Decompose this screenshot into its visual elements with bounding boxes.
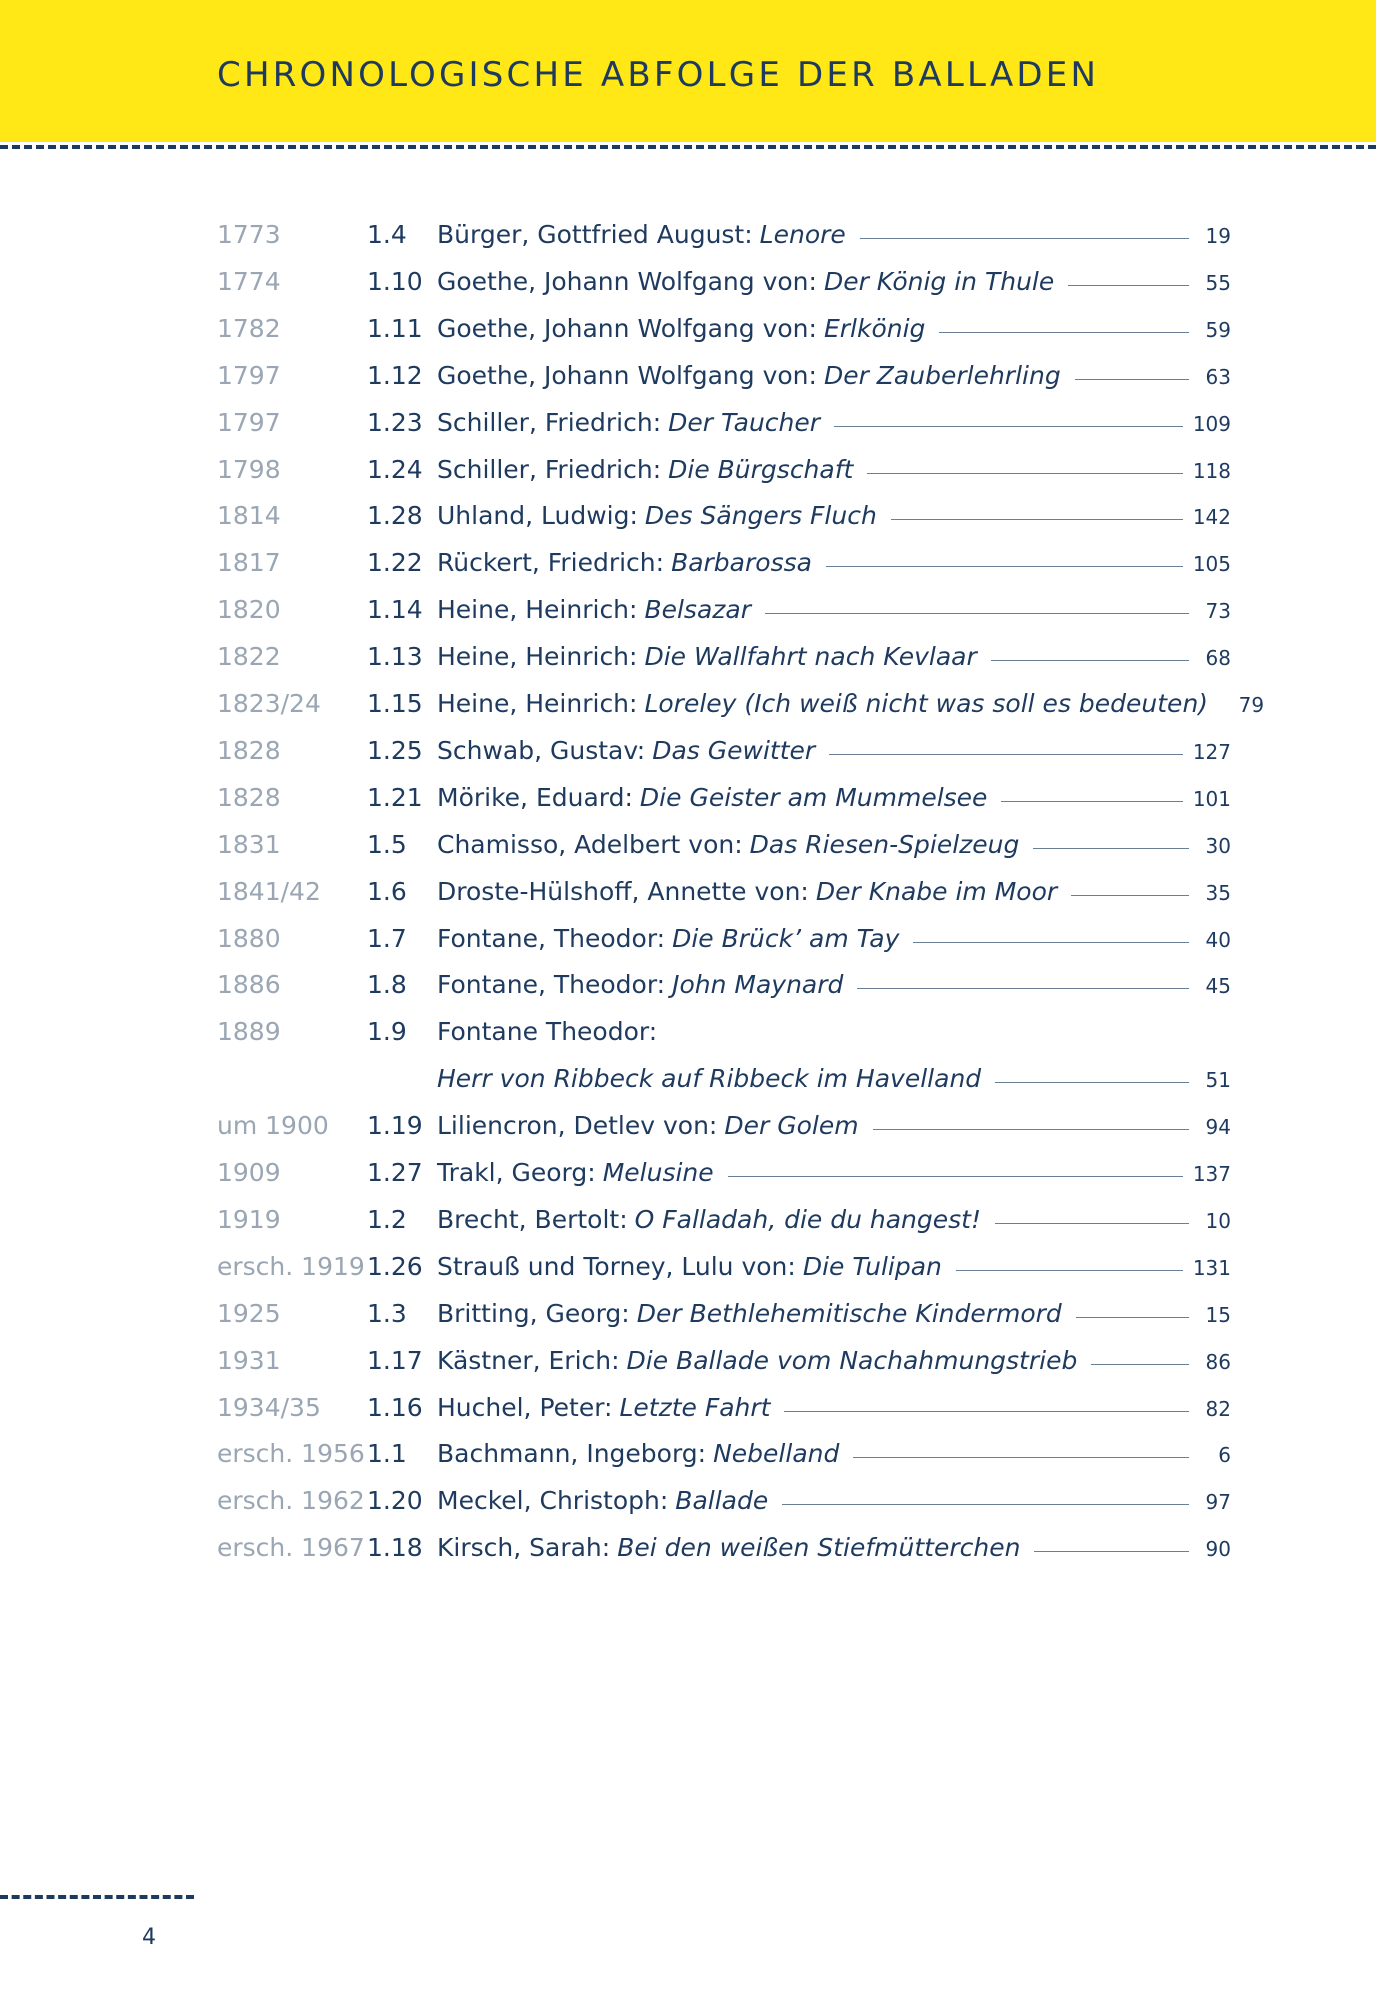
toc-entry-year: ersch. 1956 (217, 1439, 365, 1468)
toc-entry (0, 403, 1376, 443)
toc-entry-year: 1817 (217, 548, 281, 577)
toc-entry (0, 872, 1376, 912)
toc-entry-author: Fontane Theodor: (437, 1017, 658, 1046)
toc-entry-author: Goethe, Johann Wolfgang von: (437, 314, 817, 343)
toc-entry-text (437, 1200, 1231, 1240)
toc-leader-line (728, 1176, 1183, 1177)
page-title: CHRONOLOGISCHE ABFOLGE DER BALLADEN (217, 55, 1100, 95)
toc-entry-number: 1.6 (367, 877, 407, 906)
toc-entry (0, 1434, 1376, 1474)
toc-entry-year: ersch. 1919 (217, 1252, 365, 1281)
toc-entry-author: Schiller, Friedrich: (437, 408, 662, 437)
toc-entry-work-title: Der Bethlehemitische Kindermord (636, 1299, 1062, 1328)
toc-entry-author: Rückert, Friedrich: (437, 548, 665, 577)
toc-entry-work-title: Das Gewitter (652, 736, 816, 765)
toc-entry-number: 1.17 (367, 1346, 423, 1375)
toc-entry-number: 1.3 (367, 1299, 407, 1328)
toc-leader-line (857, 988, 1189, 989)
toc-leader-line (891, 519, 1183, 520)
toc-entry-page-ref: 82 (1205, 1397, 1231, 1421)
toc-entry-number: 1.15 (367, 689, 423, 718)
toc-entry-text (437, 1388, 1231, 1428)
toc-entry-number: 1.13 (367, 642, 423, 671)
toc-entry-year: 1931 (217, 1346, 281, 1375)
toc-entry-page-ref: 15 (1205, 1303, 1231, 1327)
toc-entry (0, 450, 1376, 490)
toc-entry (0, 1059, 1376, 1099)
toc-entry-year: 1814 (217, 501, 281, 530)
toc-entry-number: 1.16 (367, 1393, 423, 1422)
toc-entry (0, 1341, 1376, 1381)
toc-entry-text (437, 215, 1231, 255)
toc-leader-line (782, 1504, 1189, 1505)
toc-entry-text (437, 309, 1231, 349)
toc-leader-line (765, 613, 1189, 614)
toc-entry-author: Bachmann, Ingeborg: (437, 1439, 707, 1468)
toc-entry-author: Trakl, Georg: (437, 1158, 596, 1187)
toc-entry-work-title: Bei den weißen Stiefmütterchen (617, 1533, 1021, 1562)
toc-entry-author: Schwab, Gustav: (437, 736, 646, 765)
header-bar (0, 0, 1376, 142)
toc-leader-line (1034, 1551, 1189, 1552)
toc-entry-year: 1909 (217, 1158, 281, 1187)
toc-entry-page-ref: 86 (1205, 1350, 1231, 1374)
toc-entry-number: 1.4 (367, 220, 407, 249)
toc-entry-work-title: Ballade (675, 1486, 769, 1515)
toc-entry-work-title: Lenore (759, 220, 846, 249)
toc-leader-line (1068, 285, 1189, 286)
toc-entry-page-ref: 10 (1205, 1209, 1231, 1233)
toc-entry-work-title: Barbarossa (671, 548, 812, 577)
toc-entry-page-ref: 55 (1205, 271, 1231, 295)
toc-entry-author: Fontane, Theodor: (437, 924, 666, 953)
toc-leader-line (853, 1457, 1189, 1458)
toc-entry (0, 1106, 1376, 1146)
toc-entry-page-ref: 30 (1205, 834, 1231, 858)
toc-entry-work-title: Die Bürgschaft (668, 455, 854, 484)
toc-entry-author: Bürger, Gottfried August: (437, 220, 753, 249)
toc-entry-text (437, 1247, 1231, 1287)
toc-entry-author: Uhland, Ludwig: (437, 501, 638, 530)
toc-entry-number: 1.21 (367, 783, 423, 812)
toc-entry-work-title: O Falladah, die du hangest! (634, 1205, 981, 1234)
toc-entry-page-ref: 35 (1205, 881, 1231, 905)
toc-entry-work-title: Die Geister am Mummelsee (639, 783, 988, 812)
toc-entry-page-ref: 127 (1192, 740, 1231, 764)
toc-entry-text (437, 262, 1231, 302)
toc-leader-line (995, 1082, 1189, 1083)
toc-entry-author: Meckel, Christoph: (437, 1486, 669, 1515)
toc-entry (0, 919, 1376, 959)
toc-entry (0, 1247, 1376, 1287)
toc-entry-number: 1.5 (367, 830, 407, 859)
toc-entry-text (437, 590, 1231, 630)
toc-entry-text (437, 825, 1231, 865)
toc-entry-work-title: Der Knabe im Moor (815, 877, 1058, 906)
toc-entry-year: 1889 (217, 1017, 281, 1046)
toc-entry-page-ref: 109 (1192, 412, 1231, 436)
toc-entry-text (437, 965, 1231, 1005)
toc-entry (0, 731, 1376, 771)
toc-entry-year: 1831 (217, 830, 281, 859)
toc-entry-page-ref: 94 (1205, 1115, 1231, 1139)
toc-entry-year: um 1900 (217, 1111, 329, 1140)
page-number: 4 (142, 1925, 156, 1950)
toc-entry-page-ref: 97 (1205, 1490, 1231, 1514)
toc-entry-number: 1.22 (367, 548, 423, 577)
toc-entry-author: Chamisso, Adelbert von: (437, 830, 743, 859)
toc-entry-text (437, 1012, 1231, 1052)
toc-entry-author: Droste-Hülshoff, Annette von: (437, 877, 809, 906)
toc-entry (0, 965, 1376, 1005)
toc-entry-work-title: Der Golem (724, 1111, 859, 1140)
toc-entry-text (437, 1434, 1231, 1474)
toc-entry-number: 1.14 (367, 595, 423, 624)
toc-entry-year: 1934/35 (217, 1393, 321, 1422)
toc-entry-work-title: Belsazar (644, 595, 751, 624)
footer-dashed-divider (0, 1895, 194, 1899)
toc-leader-line (956, 1270, 1183, 1271)
toc-leader-line (1001, 801, 1182, 802)
toc-entry-text (437, 1294, 1231, 1334)
toc-entry-text (437, 1059, 1231, 1099)
toc-entry-number: 1.24 (367, 455, 423, 484)
toc-entry (0, 684, 1376, 724)
toc-entry (0, 1294, 1376, 1334)
toc-entry-author: Goethe, Johann Wolfgang von: (437, 267, 817, 296)
toc-entry-author: Mörike, Eduard: (437, 783, 633, 812)
toc-entry-page-ref: 137 (1192, 1162, 1231, 1186)
toc-leader-line (1071, 895, 1189, 896)
toc-entry-author: Strauß und Torney, Lulu von: (437, 1252, 796, 1281)
toc-entry-text (437, 403, 1231, 443)
toc-entry-page-ref: 59 (1205, 318, 1231, 342)
toc-entry-text (437, 356, 1231, 396)
toc-entry-author: Heine, Heinrich: (437, 595, 638, 624)
toc-entry-number: 1.19 (367, 1111, 423, 1140)
toc-entry-number: 1.1 (367, 1439, 407, 1468)
toc-entry-work-title: Der Taucher (668, 408, 821, 437)
toc-entry-number: 1.2 (367, 1205, 407, 1234)
toc-entry (0, 1012, 1376, 1052)
toc-entry-number: 1.18 (367, 1533, 423, 1562)
toc-entry-author: Fontane, Theodor: (437, 970, 666, 999)
toc-entry-year: ersch. 1967 (217, 1533, 365, 1562)
toc-leader-line (1076, 1317, 1189, 1318)
toc-leader-line (995, 1223, 1189, 1224)
toc-entry (0, 778, 1376, 818)
toc-entry-text (437, 543, 1231, 583)
toc-entry (0, 309, 1376, 349)
toc-entry-author: Kirsch, Sarah: (437, 1533, 611, 1562)
toc-entry (0, 637, 1376, 677)
toc-entry-year: 1774 (217, 267, 281, 296)
toc-entry-number: 1.23 (367, 408, 423, 437)
toc-entry-text (437, 1106, 1231, 1146)
toc-entry-work-title: Der Zauberlehrling (823, 361, 1061, 390)
toc-entry-work-title: Erlkönig (823, 314, 926, 343)
toc-entry-year: 1880 (217, 924, 281, 953)
toc-entry-author: Huchel, Peter: (437, 1393, 613, 1422)
toc-entry-year: 1773 (217, 220, 281, 249)
toc-entry-year: 1886 (217, 970, 281, 999)
toc-entry-page-ref: 131 (1192, 1256, 1231, 1280)
toc-entry-year: 1782 (217, 314, 281, 343)
toc-entry-year: 1823/24 (217, 689, 321, 718)
toc-entry (0, 1388, 1376, 1428)
toc-entry-page-ref: 68 (1205, 646, 1231, 670)
toc-entry-author: Schiller, Friedrich: (437, 455, 662, 484)
toc-leader-line (829, 754, 1183, 755)
toc-leader-line (826, 566, 1183, 567)
toc-entry-text (437, 1153, 1231, 1193)
toc-leader-line (784, 1411, 1189, 1412)
toc-entry-year: ersch. 1962 (217, 1486, 365, 1515)
toc-leader-line (991, 660, 1189, 661)
toc-entry-work-title: Melusine (602, 1158, 714, 1187)
toc-entry-page-ref: 45 (1205, 974, 1231, 998)
toc-leader-line (1075, 379, 1189, 380)
toc-entry-text (437, 637, 1231, 677)
toc-entry-text (437, 496, 1231, 536)
toc-entry-page-ref: 51 (1205, 1068, 1231, 1092)
toc-entry-work-title: Letzte Fahrt (619, 1393, 771, 1422)
toc-entry-page-ref: 105 (1192, 552, 1231, 576)
toc-entry-work-title: John Maynard (672, 970, 844, 999)
toc-entry (0, 496, 1376, 536)
toc-entry-text (437, 684, 1265, 724)
toc-entry-text (437, 731, 1231, 771)
toc-entry-work-title: Herr von Ribbeck auf Ribbeck im Havelland (437, 1064, 982, 1093)
toc-entry-year: 1841/42 (217, 877, 321, 906)
toc-entry-author: Goethe, Johann Wolfgang von: (437, 361, 817, 390)
toc-entry-year: 1820 (217, 595, 281, 624)
toc-entry (0, 215, 1376, 255)
toc-entry-page-ref: 63 (1205, 365, 1231, 389)
toc-entry-work-title: Loreley (Ich weiß nicht was soll es bedeuten) (644, 689, 1209, 718)
toc-leader-line (867, 473, 1182, 474)
toc-leader-line (939, 332, 1189, 333)
toc-entry-year: 1828 (217, 736, 281, 765)
toc-entry-author: Brecht, Bertolt: (437, 1205, 628, 1234)
toc-entry (0, 825, 1376, 865)
toc-entry (0, 1528, 1376, 1568)
toc-leader-line (834, 426, 1183, 427)
toc-leader-line (1091, 1364, 1189, 1365)
toc-entry-year: 1797 (217, 361, 281, 390)
toc-entry-author: Heine, Heinrich: (437, 689, 638, 718)
toc-entry-number: 1.11 (367, 314, 423, 343)
toc-entry-author: Britting, Georg: (437, 1299, 630, 1328)
toc-entry-year: 1798 (217, 455, 281, 484)
toc-entry-number: 1.12 (367, 361, 423, 390)
toc-leader-line (913, 942, 1189, 943)
toc-entry-year: 1828 (217, 783, 281, 812)
toc-entry (0, 356, 1376, 396)
toc-entry-author: Liliencron, Detlev von: (437, 1111, 718, 1140)
toc-entry (0, 590, 1376, 630)
toc-entry-year: 1822 (217, 642, 281, 671)
toc-entry-page-ref: 118 (1192, 459, 1231, 483)
toc-entry-work-title: Die Ballade vom Nachahmungstrieb (626, 1346, 1078, 1375)
toc-entry-year: 1797 (217, 408, 281, 437)
toc-entry-page-ref: 79 (1238, 693, 1265, 717)
toc-entry-author: Heine, Heinrich: (437, 642, 638, 671)
toc-entry-page-ref: 40 (1205, 928, 1231, 952)
toc-entry (0, 262, 1376, 302)
toc-entry-page-ref: 101 (1192, 787, 1231, 811)
toc-entry-text (437, 872, 1231, 912)
toc-entry-text (437, 919, 1231, 959)
toc-leader-line (860, 238, 1189, 239)
toc-entry-number: 1.9 (367, 1017, 407, 1046)
toc-entry-page-ref: 90 (1205, 1537, 1231, 1561)
toc-entry-work-title: Die Tulipan (802, 1252, 942, 1281)
toc-leader-line (873, 1129, 1189, 1130)
toc-entry-number: 1.7 (367, 924, 407, 953)
toc-entry-year: 1919 (217, 1205, 281, 1234)
toc-entry-work-title: Das Riesen-Spielzeug (749, 830, 1020, 859)
toc-entry (0, 1153, 1376, 1193)
toc-entry-page-ref: 19 (1205, 224, 1231, 248)
toc-entry-text (437, 1341, 1231, 1381)
toc-entry-number: 1.20 (367, 1486, 423, 1515)
toc-entry-number: 1.27 (367, 1158, 423, 1187)
toc-entry-work-title: Des Sängers Fluch (644, 501, 877, 530)
toc-entry-work-title: Nebelland (713, 1439, 840, 1468)
toc-entry-text (437, 1481, 1231, 1521)
toc-entry-work-title: Die Wallfahrt nach Kevlaar (644, 642, 977, 671)
toc-entry-page-ref: 73 (1205, 599, 1231, 623)
toc-entry-number: 1.10 (367, 267, 423, 296)
header-dashed-divider (0, 145, 1376, 149)
toc-entry-work-title: Der König in Thule (823, 267, 1055, 296)
toc-entry (0, 1200, 1376, 1240)
toc-entry-text (437, 778, 1231, 818)
toc-entry-number: 1.8 (367, 970, 407, 999)
toc-entry-work-title: Die Brück’ am Tay (672, 924, 900, 953)
toc-entry-number: 1.26 (367, 1252, 423, 1281)
toc-leader-line (1033, 848, 1189, 849)
toc-entry-text (437, 1528, 1231, 1568)
toc-entry (0, 1481, 1376, 1521)
toc-entry-year: 1925 (217, 1299, 281, 1328)
toc-entry-number: 1.28 (367, 501, 423, 530)
toc-entry-author: Kästner, Erich: (437, 1346, 620, 1375)
toc-entry-text (437, 450, 1231, 490)
toc-entry (0, 543, 1376, 583)
toc-entry-number: 1.25 (367, 736, 423, 765)
toc-entry-page-ref: 6 (1218, 1443, 1231, 1467)
toc-entry-page-ref: 142 (1192, 505, 1231, 529)
